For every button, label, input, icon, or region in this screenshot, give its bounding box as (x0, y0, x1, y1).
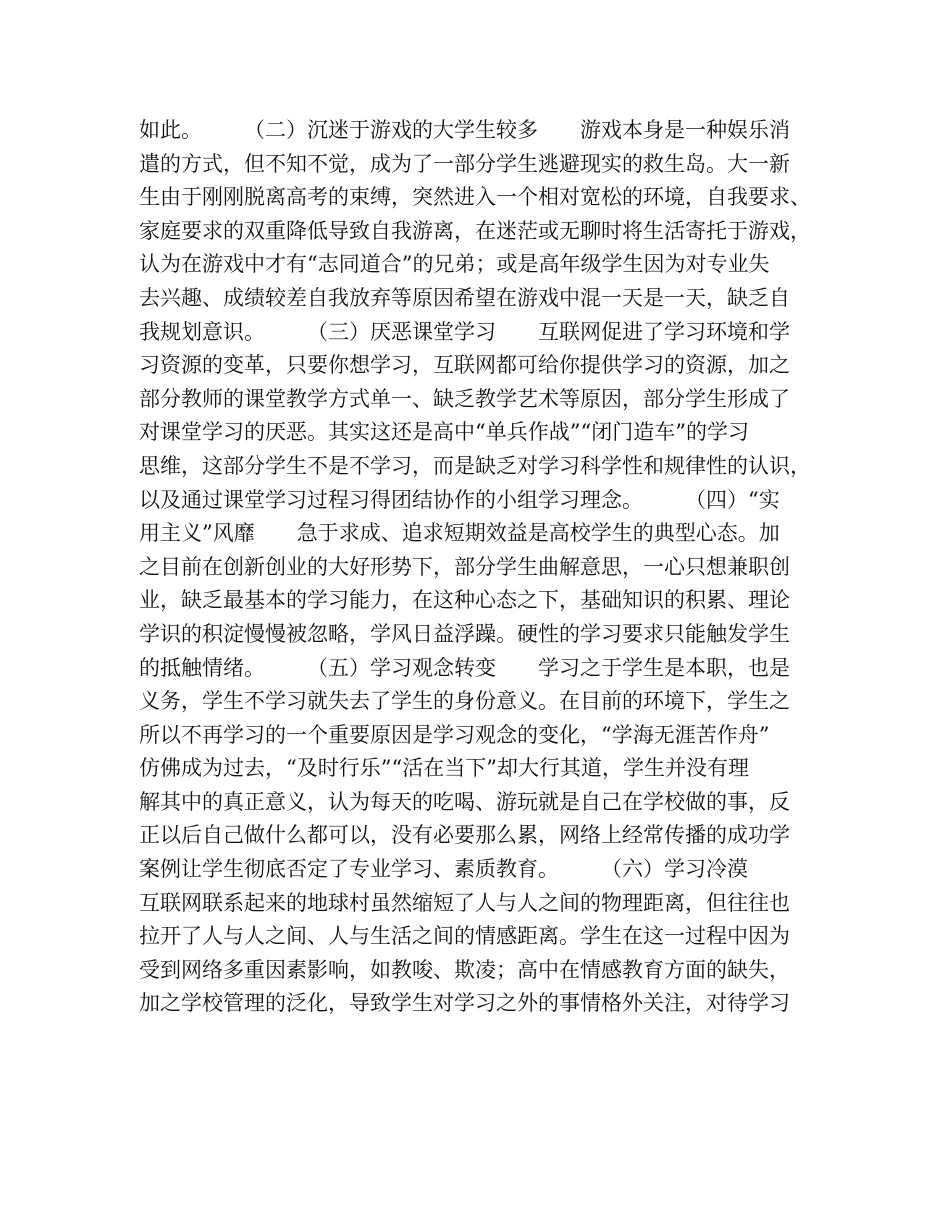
text-line: 我规划意识。 （三）厌恶课堂学习 互联网促进了学习环境和学 (139, 319, 790, 344)
text-line: 去兴趣、成绩较差自我放弃等原因希望在游戏中混一天是一天，缺乏自 (139, 285, 790, 310)
text-line: 以及通过课堂学习过程习得团结协作的小组学习理念。 （四）“实 (139, 487, 780, 512)
text-line: 正以后自己做什么都可以，没有必要那么累，网络上经常传播的成功学 (139, 823, 790, 848)
text-line: 如此。 （二）沉迷于游戏的大学生较多 游戏本身是一种娱乐消 (139, 118, 790, 142)
text-line: 仿佛成为过去，“及时行乐”“活在当下”却大行其道，学生并没有理 (139, 756, 749, 781)
text-line: 拉开了人与人之间、人与生活之间的情感距离。学生在这一过程中因为 (139, 924, 790, 949)
text-line: 义务，学生不学习就失去了学生的身份意义。在目前的环境下，学生之 (139, 689, 790, 714)
text-line: 案例让学生彻底否定了专业学习、素质教育。 （六）学习冷漠 (139, 857, 748, 882)
text-line: 思维，这部分学生不是不学习，而是缺乏对学习科学性和规律性的认识， (139, 453, 811, 478)
text-line: 的抵触情绪。 （五）学习观念转变 学习之于学生是本职，也是 (139, 655, 790, 680)
text-line: 受到网络多重因素影响，如教唆、欺凌；高中在情感教育方面的缺失， (139, 957, 790, 982)
text-line: 业，缺乏最基本的学习能力，在这种心态之下，基础知识的积累、理论 (139, 588, 790, 613)
text-line: 生由于刚刚脱离高考的束缚，突然进入一个相对宽松的环境，自我要求、 (139, 185, 811, 210)
text-line: 家庭要求的双重降低导致自我游离，在迷茫或无聊时将生活寄托于游戏， (139, 218, 811, 243)
text-line: 对课堂学习的厌恶。其实这还是高中“单兵作战”“闭门造车”的学习 (139, 420, 749, 445)
text-line: 用主义”风靡 急于求成、追求短期效益是高校学生的典型心态。加 (139, 521, 780, 546)
text-line: 所以不再学习的一个重要原因是学习观念的变化，“学海无涯苦作舟” (139, 722, 770, 747)
body-text (139, 114, 819, 1021)
text-line: 加之学校管理的泛化，导致学生对学习之外的事情格外关注，对待学习 (139, 991, 790, 1016)
text-line: 学识的积淀慢慢被忽略，学风日益浮躁。硬性的学习要求只能触发学生 (139, 621, 790, 646)
text-line: 解其中的真正意义，认为每天的吃喝、游玩就是自己在学校做的事，反 (139, 789, 790, 814)
text-line: 之目前在创新创业的大好形势下，部分学生曲解意思，一心只想兼职创 (139, 554, 790, 579)
text-line: 互联网联系起来的地球村虽然缩短了人与人之间的物理距离，但往往也 (139, 890, 790, 915)
text-line: 遣的方式，但不知不觉，成为了一部分学生逃避现实的救生岛。大一新 (139, 151, 790, 176)
text-line: 习资源的变革，只要你想学习，互联网都可给你提供学习的资源，加之 (139, 353, 790, 378)
text-line: 认为在游戏中才有“志同道合”的兄弟；或是高年级学生因为对专业失 (139, 252, 770, 277)
text-line: 部分教师的课堂教学方式单一、缺乏教学艺术等原因，部分学生形成了 (139, 386, 790, 411)
